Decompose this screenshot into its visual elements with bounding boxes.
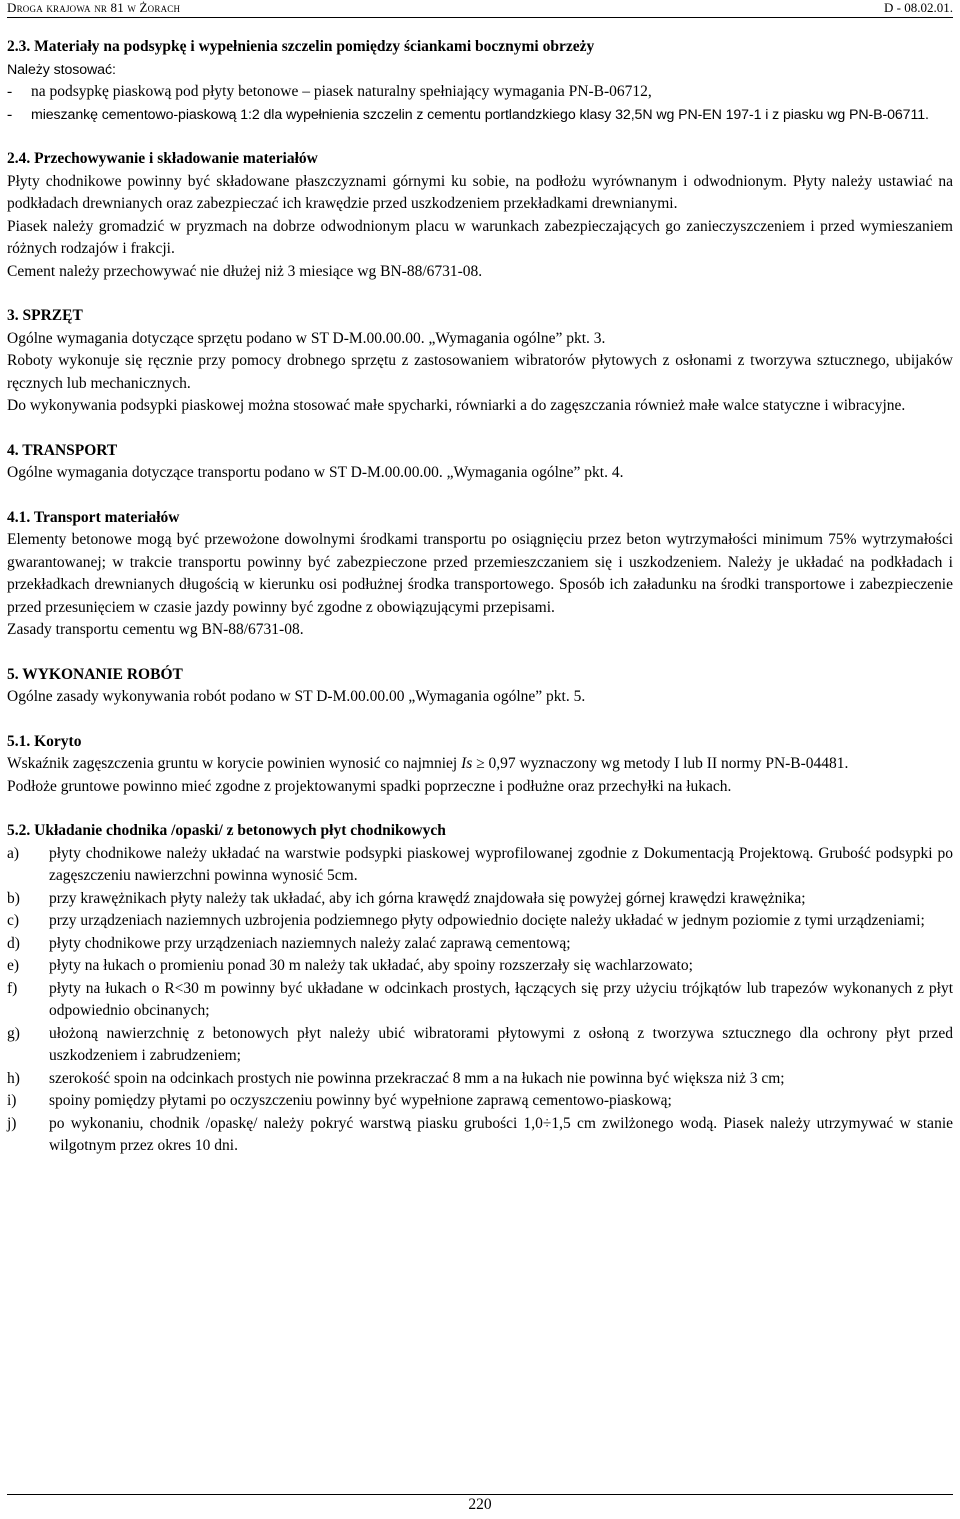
list-item: [7, 104, 953, 127]
list-item-text: przy urządzeniach naziemnych uzbrojenia podziemnego płyty odpowiednio docięte należy układać w jednym poziomie z tymi urządzeniami;: [49, 912, 925, 929]
footer-rule: [7, 1494, 953, 1495]
list-item-text: mieszankę cementowo-piaskową 1:2 dla wypełnienia szczelin z cementu portlandzkiego klasy 32,5N wg PN-EN 197-1 i z piasku wg PN-B-06711.: [31, 106, 929, 123]
section-2-3-intro: Należy stosować:: [7, 61, 116, 78]
list-marker: j): [7, 1114, 17, 1132]
list-item: [7, 1113, 953, 1158]
list-marker: a): [7, 844, 20, 862]
paragraph: Ogólne zasady wykonywania robót podano w ST D-M.00.00.00 „Wymagania ogólne” pkt. 5.: [7, 688, 586, 705]
paragraph: Elementy betonowe mogą być przewożone dowolnymi środkami transportu po osiągnięciu przez beton wytrzymałości minimum 75% wytrzymałości gwarantowanej; w trakcie transportu powinny być zabezpieczone przed przemieszczaniem się i uszkodzeniem. Należy je układać na podkładach i przekładkach drewnianych długością w kierunku osi podłużnej środka transportowego. Sposób ich załadunku na środki transportowe i zabezpieczenie przed przesunięciem w czasie jazdy powinny być zgodne z obowiązującymi przepisami.: [7, 531, 953, 616]
list-dash: -: [7, 105, 13, 123]
list-item: [7, 933, 953, 956]
list-item-text: płyty chodnikowe przy urządzeniach naziemnych należy zalać zaprawą cementową;: [49, 934, 571, 952]
list-item: [7, 910, 953, 933]
list-marker: d): [7, 934, 20, 952]
document-body: [7, 36, 953, 1158]
paragraph: [7, 753, 953, 776]
header-spec-code: D - 08.02.01.: [884, 0, 953, 15]
paragraph: Ogólne wymagania dotyczące transportu podano w ST D-M.00.00.00. „Wymagania ogólne” pkt. 4.: [7, 464, 624, 481]
list-item-text: na podsypkę piaskową pod płyty betonowe – piasek naturalny spełniający wymagania PN-B-06712,: [31, 83, 652, 100]
paragraph: Ogólne wymagania dotyczące sprzętu podano w ST D-M.00.00.00. „Wymagania ogólne” pkt. 3.: [7, 329, 606, 347]
section-3-heading: 3. SPRZĘT: [7, 307, 83, 324]
list-item: [7, 81, 953, 104]
list-item: [7, 978, 953, 1023]
list-marker: b): [7, 889, 20, 907]
list-item: [7, 1068, 953, 1091]
list-marker: g): [7, 1024, 20, 1042]
list-marker: h): [7, 1069, 20, 1087]
page-header: [7, 0, 953, 18]
header-title: Droga krajowa nr 81 w Żorach: [7, 0, 181, 15]
paragraph: Piasek należy gromadzić w pryzmach na dobrze odwodnionym placu w warunkach zabezpieczających go zanieczyszczeniem i przed wymieszaniem różnych rodzajów i frakcji.: [7, 217, 953, 257]
section-5-heading: 5. WYKONANIE ROBÓT: [7, 665, 183, 683]
list-item: [7, 1023, 953, 1068]
list-dash: -: [7, 83, 13, 100]
paragraph-part: ≥ 0,97 wyznaczony wg metody I lub II normy PN-B-04481.: [472, 755, 849, 772]
is-symbol: Is: [461, 755, 473, 772]
section-4-heading: 4. TRANSPORT: [7, 441, 118, 459]
section-5-1-heading: 5.1. Koryto: [7, 732, 82, 750]
list-item-text: płyty na łukach o R<30 m powinny być układane w odcinkach prostych, łączących się przy użyciu trójkątów lub trapezów wykonanych z płyt odpowiednio obcinanych;: [49, 979, 953, 1019]
list-item-text: po wykonaniu, chodnik /opaskę/ należy pokryć warstwą piasku grubości 1,0÷1,5 cm zwilżonego wodą. Piasek należy utrzymywać w stanie wilgotnym przez okres 10 dni.: [49, 1114, 953, 1154]
section-5-2-heading: 5.2. Układanie chodnika /opaski/ z betonowych płyt chodnikowych: [7, 822, 446, 839]
page-number: 220: [468, 1496, 492, 1513]
list-marker: f): [7, 979, 18, 997]
paragraph: Podłoże gruntowe powinno mieć zgodne z projektowanymi spadki poprzeczne i podłużne oraz przechyłki na łukach.: [7, 777, 732, 795]
paragraph: Roboty wykonuje się ręcznie przy pomocy drobnego sprzętu z zastosowaniem wibratorów płytowych z osłonami z tworzywa sztucznego, ubijaków ręcznych lub mechanicznych.: [7, 352, 953, 392]
list-marker: i): [7, 1092, 17, 1109]
section-2-4-heading: 2.4. Przechowywanie i składowanie materiałów: [7, 150, 318, 167]
list-item-text: szerokość spoin na odcinkach prostych nie powinna przekraczać 8 mm a na łukach nie powinna być większa niż 3 cm;: [49, 1069, 785, 1087]
list-item: [7, 888, 953, 911]
section-2-3-heading: 2.3. Materiały na podsypkę i wypełnienia szczelin pomiędzy ściankami bocznymi obrzeży: [7, 38, 595, 55]
list-item-text: płyty na łukach o promieniu ponad 30 m należy tak układać, aby spoiny rozszerzały się wachlarzowato;: [49, 957, 693, 974]
list-item: [7, 843, 953, 888]
paragraph: Cement należy przechowywać nie dłużej niż 3 miesiące wg BN-88/6731-08.: [7, 262, 483, 280]
paragraph: Do wykonywania podsypki piaskowej można stosować małe spycharki, równiarki a do zagęszczania również małe walce statyczne i wibracyjne.: [7, 397, 906, 414]
list-item: [7, 1090, 953, 1113]
list-item-text: przy krawężnikach płyty należy tak układać, aby ich górna krawędź znajdowała się powyżej górnej krawędzi krawężnika;: [49, 889, 806, 907]
list-item-text: płyty chodnikowe należy układać na warstwie podsypki piaskowej wyprofilowanej zgodnie z Dokumentacją Projektową. Grubość podsypki po zagęszczeniu nawierzchni powinna wynosić 5cm.: [49, 844, 953, 884]
paragraph: Płyty chodnikowe powinny być składowane płaszczyznami górnymi ku sobie, na podłożu wyrównanym i odwodnionym. Płyty należy ustawiać na podkładach drewnianych oraz zabezpieczać ich krawędzie przed uszkodzeniem przekładkami drewnianymi.: [7, 172, 953, 212]
paragraph: Zasady transportu cementu wg BN-88/6731-08.: [7, 621, 304, 638]
list-marker: c): [7, 912, 20, 929]
section-4-1-heading: 4.1. Transport materiałów: [7, 508, 180, 526]
paragraph-part: Wskaźnik zagęszczenia gruntu w korycie powinien wynosić co najmniej: [7, 755, 462, 772]
list-marker: e): [7, 957, 20, 974]
list-item: [7, 955, 953, 978]
list-item-text: ułożoną nawierzchnię z betonowych płyt należy ubić wibratorami płytowymi z osłoną z tworzywa sztucznego dla ochrony płyt przed uszkodzeniem i zabrudzeniem;: [49, 1024, 953, 1064]
list-item-text: spoiny pomiędzy płytami po oczyszczeniu powinny być wypełnione zaprawą cementowo-piaskową;: [49, 1092, 672, 1109]
